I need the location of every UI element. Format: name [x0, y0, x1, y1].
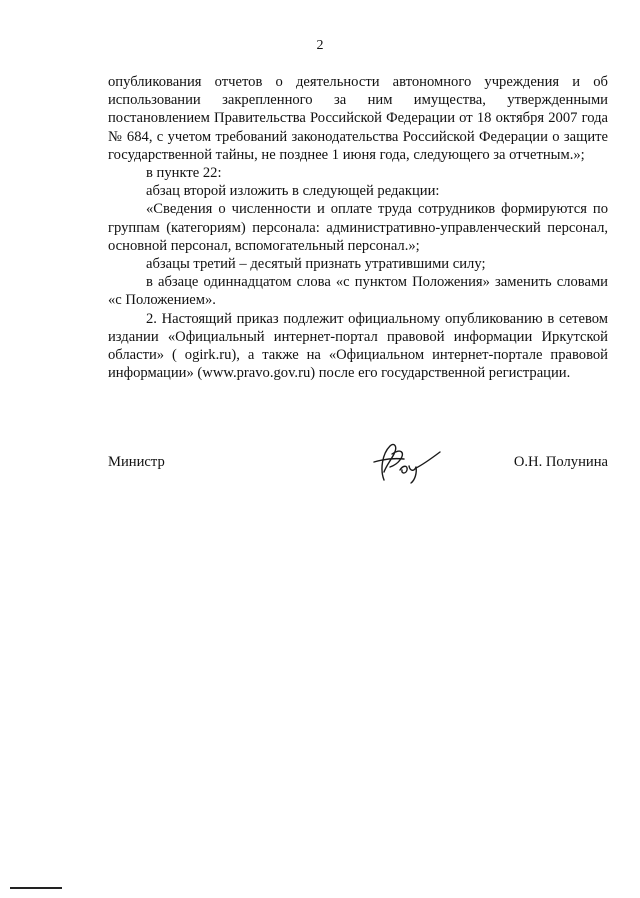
paragraph-publication: 2. Настоящий приказ подлежит официальному опубликованию в сетевом издании «Официальный интернет-портал правовой информации Иркутской области» ( ogirk.ru), а также на «Официальном интернет-портале правовой информации» (www.pravo.gov.ru) после его государственной регистрации.	[108, 310, 608, 382]
bottom-divider	[10, 887, 62, 889]
signer-name: О.Н. Полунина	[513, 454, 608, 470]
paragraph-invalid-abzacs: абзацы третий – десятый признать утратившими силу;	[146, 256, 486, 273]
page-number: 2	[316, 38, 324, 53]
handwritten-signature	[370, 440, 442, 486]
paragraph-continuation: опубликования отчетов о деятельности автономного учреждения и об использовании закрепленного за ним имущества, утвержденными постановлением Правительства Российской Федерации от 18 октября 2007 года № 684, с учетом требований законодательства Российской Федерации о защите государственной тайны, не позднее 1 июня года, следующего за отчетным.»;	[108, 74, 608, 163]
signature-block	[108, 446, 608, 486]
paragraph-item-22: в пункте 22:	[146, 165, 222, 182]
document-body	[108, 73, 608, 382]
paragraph-second-abzac: абзац второй изложить в следующей редакции:	[146, 183, 440, 200]
paragraph-replace-words: в абзаце одиннадцатом слова «с пунктом Положения» заменить словами «с Положением».	[108, 274, 608, 309]
paragraph-quote: «Сведения о численности и оплате труда сотрудников формируются по группам (категориям) персонала: административно-управленческий персонал, основной персонал, вспомогательный персонал.»;	[108, 201, 608, 254]
signer-title: Министр	[108, 454, 165, 470]
